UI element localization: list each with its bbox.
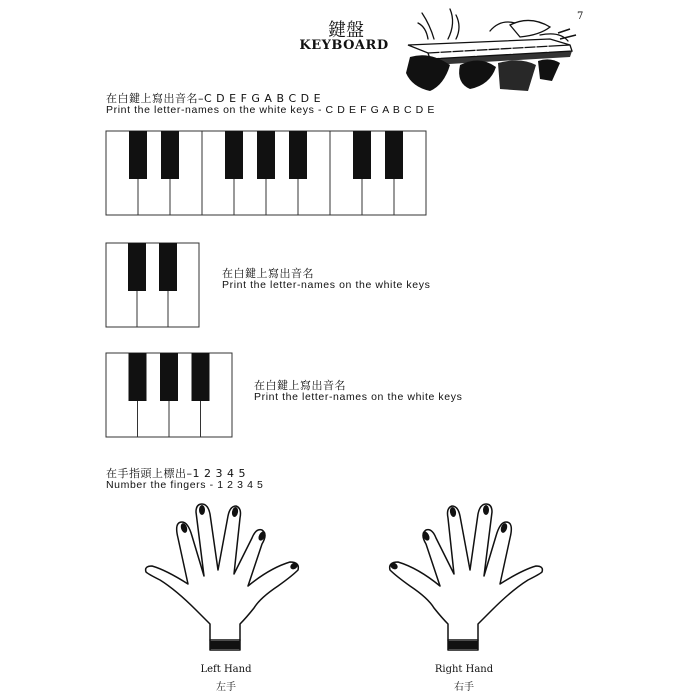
keyboard-exercise-1 xyxy=(105,130,427,216)
left-hand-label: Left Hand xyxy=(200,664,252,675)
piano-illustration-icon xyxy=(400,5,580,93)
keyboard-exercise-3 xyxy=(105,352,235,438)
black-key xyxy=(225,131,243,179)
exercise3-instruction-en: Print the letter-names on the white keys xyxy=(254,391,463,403)
black-key xyxy=(257,131,275,179)
black-key xyxy=(129,131,147,179)
exercise1-instruction-zh: 在白鍵上寫出音名–C D E F G A B C D E xyxy=(106,92,322,105)
black-key xyxy=(385,131,403,179)
exercise2-instruction-zh: 在白鍵上寫出音名 xyxy=(222,267,314,280)
black-key xyxy=(159,243,177,291)
page-number: 7 xyxy=(577,11,584,22)
keyboard-exercise-2 xyxy=(105,242,203,328)
left-hand-label-zh: 左手 xyxy=(216,682,236,693)
title-chinese: 鍵盤 xyxy=(328,20,364,41)
exercise3-instruction-zh: 在白鍵上寫出音名 xyxy=(254,379,346,392)
exercise1-instruction-en: Print the letter-names on the white keys - C D E F G A B C D E xyxy=(106,104,435,116)
right-hand-label-zh: 右手 xyxy=(454,682,474,693)
black-key xyxy=(128,243,146,291)
fingers-instruction-zh: 在手指頭上標出–1 2 3 4 5 xyxy=(106,467,246,480)
right-hand-label: Right Hand xyxy=(434,664,494,675)
black-key xyxy=(192,353,210,401)
black-key xyxy=(129,353,147,401)
black-key xyxy=(353,131,371,179)
black-key xyxy=(289,131,307,179)
black-key xyxy=(161,131,179,179)
fingers-instruction-en: Number the fingers - 1 2 3 4 5 xyxy=(106,479,264,491)
exercise2-instruction-en: Print the letter-names on the white keys xyxy=(222,279,431,291)
right-hand-outline-icon xyxy=(382,500,546,666)
left-hand-outline-icon xyxy=(142,500,306,666)
black-key xyxy=(160,353,178,401)
title-english: KEYBOARD xyxy=(299,38,389,53)
